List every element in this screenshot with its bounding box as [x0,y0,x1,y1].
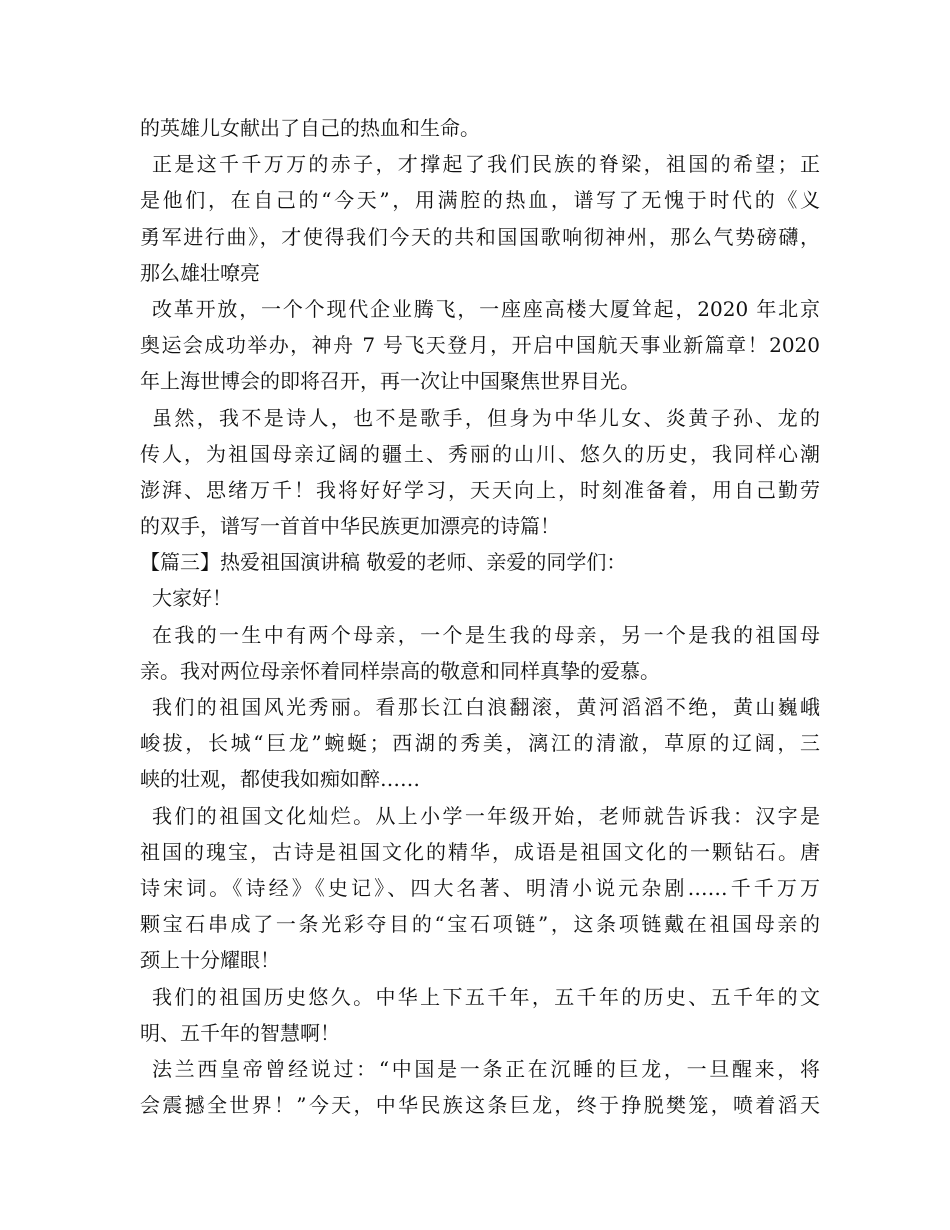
text-line: 我们的祖国文化灿烂。从上小学一年级开始，老师就告诉我：汉字是 [152,803,820,828]
text-line: 传人，为祖国母亲辽阔的疆土、秀丽的山川、悠久的历史，我同样心潮 [140,441,820,466]
document-body [140,110,820,1123]
text-line: 峻拔，长城“巨龙”蜿蜒；西湖的秀美，漓江的清澈，草原的辽阔，三 [140,731,820,756]
text-line: 是他们，在自己的“今天”，用满腔的热血，谱写了无愧于时代的《义 [140,188,820,213]
text-line: 明、五千年的智慧啊！ [140,1020,340,1045]
text-line: 的英雄儿女献出了自己的热血和生命。 [140,116,480,140]
text-line: 改革开放，一个个现代企业腾飞，一座座高楼大厦耸起，2020 年北京 [152,296,820,321]
text-line: 大家好！ [152,586,232,611]
text-line: 亲。我对两位母亲怀着同样崇高的敬意和同样真挚的爱慕。 [140,658,660,683]
text-line: 勇军进行曲》，才使得我们今天的共和国国歌响彻神州，那么气势磅礴， [140,224,820,249]
text-line: 颈上十分耀眼！ [140,948,280,973]
text-line: 我们的祖国历史悠久。中华上下五千年，五千年的历史、五千年的文 [152,984,820,1009]
text-line: 祖国的瑰宝，古诗是祖国文化的精华，成语是祖国文化的一颗钻石。唐 [140,839,820,864]
text-line: 我们的祖国风光秀丽。看那长江白浪翻滚，黄河滔滔不绝，黄山巍峨 [152,695,820,719]
text-line: 颗宝石串成了一条光彩夺目的“宝石项链”，这条项链戴在祖国母亲的 [140,912,820,937]
text-line: 正是这千千万万的赤子，才撑起了我们民族的脊梁，祖国的希望；正 [152,152,820,177]
text-line: 法兰西皇帝曾经说过：“中国是一条正在沉睡的巨龙，一旦醒来，将 [152,1056,820,1081]
text-line: 的双手，谱写一首首中华民族更加漂亮的诗篇！ [140,514,560,539]
text-line: 年上海世博会的即将召开，再一次让中国聚焦世界目光。 [140,369,640,394]
text-line: 奥运会成功举办，神舟 7 号飞天登月，开启中国航天事业新篇章！2020 [140,333,820,358]
text-line: 虽然，我不是诗人，也不是歌手，但身为中华儿女、炎黄子孙、龙的 [152,405,820,430]
text-line: 在我的一生中有两个母亲，一个是生我的母亲，另一个是我的祖国母 [152,622,820,647]
text-line: 【篇三】热爱祖国演讲稿 敬爱的老师、亲爱的同学们： [140,550,627,575]
text-line: 峡的壮观，都使我如痴如醉…… [140,767,420,792]
text-line: 诗宋词。《诗经》《史记》、四大名著、明清小说元杂剧……千千万万 [140,875,820,900]
text-line: 会震撼全世界！”今天，中华民族这条巨龙，终于挣脱樊笼，喷着滔天 [140,1093,820,1118]
text-line: 澎湃、思绪万千！我将好好学习，天天向上，时刻准备着，用自己勤劳 [140,477,820,502]
text-line: 那么雄壮嘹亮 [140,260,260,285]
